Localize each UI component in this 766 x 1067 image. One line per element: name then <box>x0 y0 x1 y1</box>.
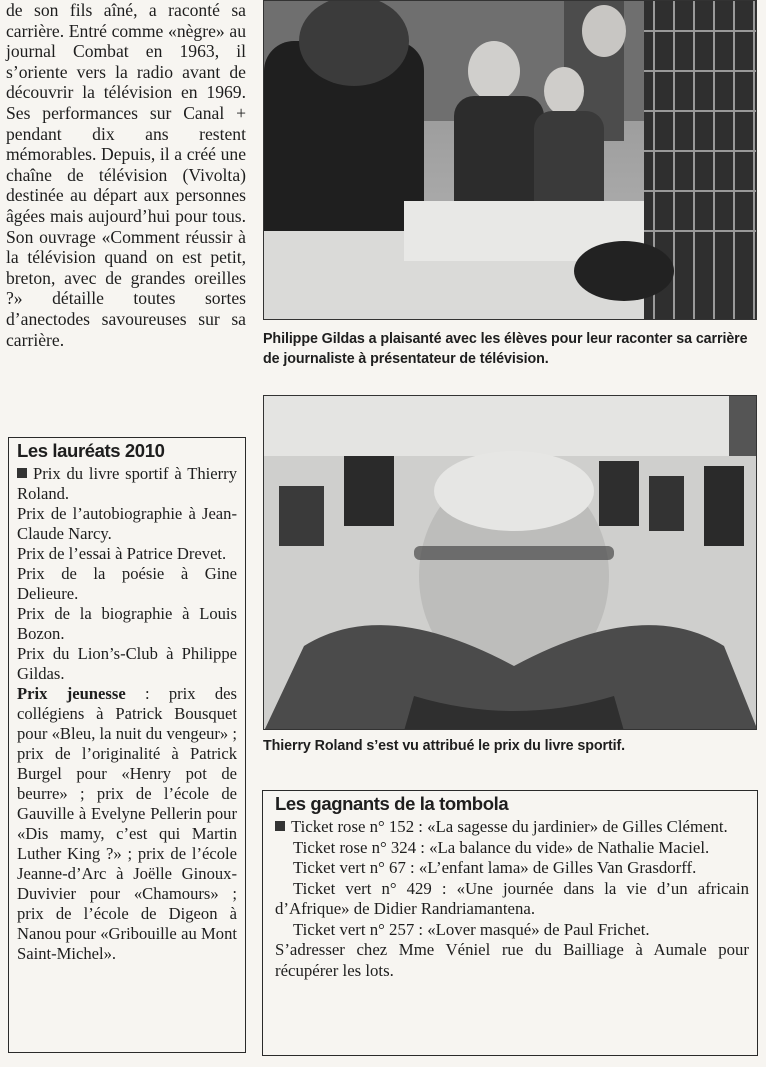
article-body-column <box>6 0 246 350</box>
laureats-box <box>8 437 246 1053</box>
laureat-item: Prix du livre sportif à Thierry Roland. <box>17 464 237 503</box>
jeunesse-label: Prix jeunesse <box>17 684 126 703</box>
tombola-title: Les gagnants de la tombola <box>275 793 509 814</box>
laureats-title: Les lauréats 2010 <box>17 440 165 461</box>
laureat-jeunesse <box>17 684 237 964</box>
laureat-item: Prix de l’autobiographie à Jean-Claude Narcy. <box>17 504 237 543</box>
laureats-list <box>17 464 237 964</box>
tombola-box <box>262 790 758 1056</box>
ticket-item: Ticket vert n° 257 : «Lover masqué» de Paul Frichet. <box>293 919 650 939</box>
laureat-item: Prix de la poésie à Gine Delieure. <box>17 564 237 603</box>
ticket-item: Ticket vert n° 429 : «Une journée dans la vie d’un africain d’Afrique» de Didier Randriamantena. <box>275 878 749 918</box>
article-text: de son fils aîné, a raconté sa carrière. Entré comme «nègre» au journal Combat en 1963, il s’oriente vers la radio avant de découvrir la télévision en 1969. Ses performances sur Canal + pendant dix ans restent mémorables. Depuis, il a créé une chaîne de télévision (Vivolta) destinée au départ aux personnes âgées mais aujourd’hui pour tous. Son ouvrage «Comment réussir à la télévision quand on est petit, breton, avec de grandes oreilles ?» détaille toutes sortes d’anectodes savoureuses sur sa carrière. <box>6 0 246 350</box>
square-bullet-icon <box>17 468 27 478</box>
jeunesse-text: : prix des collégiens à Patrick Bousquet pour «Bleu, la nuit du vengeur» ; prix de l’originalité à Patrick Burgel pour «Henry pot de beurre» ; prix de l’école de Gauville à Evelyne Pellerin pour «Dis mamy, c’est qui Martin Luther King ?» ; prix de l’école Jeanne-d’Arc à Joëlle Ginoux-Duvivier pour «Chamours» ; prix de l’école de Digeon à Nanou pour «Gribouille au Mont Saint-Michel». <box>17 684 237 963</box>
laureat-item: Prix de la biographie à Louis Bozon. <box>17 604 237 643</box>
laureat-item: Prix du Lion’s-Club à Philippe Gildas. <box>17 644 237 683</box>
laureat-item: Prix de l’essai à Patrice Drevet. <box>17 544 227 563</box>
ticket-item: Ticket rose n° 152 : «La sagesse du jardinier» de Gilles Clément. <box>275 817 749 838</box>
photo-thierry-roland <box>263 395 757 730</box>
square-bullet-icon <box>275 821 285 831</box>
ticket-item: Ticket vert n° 67 : «L’enfant lama» de Gilles Van Grasdorff. <box>293 858 697 877</box>
ticket-item: Ticket rose n° 324 : «La balance du vide» de Nathalie Maciel. <box>293 837 710 857</box>
photo2-caption: Thierry Roland s’est vu attribué le prix du livre sportif. <box>263 738 626 754</box>
tombola-list <box>275 817 749 981</box>
photo-classroom-scene <box>264 1 757 320</box>
photo1-caption: Philippe Gildas a plaisanté avec les élèves pour leur raconter sa carrière de journaliste à présentateur de télévision. <box>263 331 748 367</box>
photo-portrait-scene <box>264 396 757 730</box>
tombola-footer: S’adresser chez Mme Véniel rue du Bailliage à Aumale pour récupérer les lots. <box>275 940 749 980</box>
photo-philippe-gildas <box>263 0 757 320</box>
